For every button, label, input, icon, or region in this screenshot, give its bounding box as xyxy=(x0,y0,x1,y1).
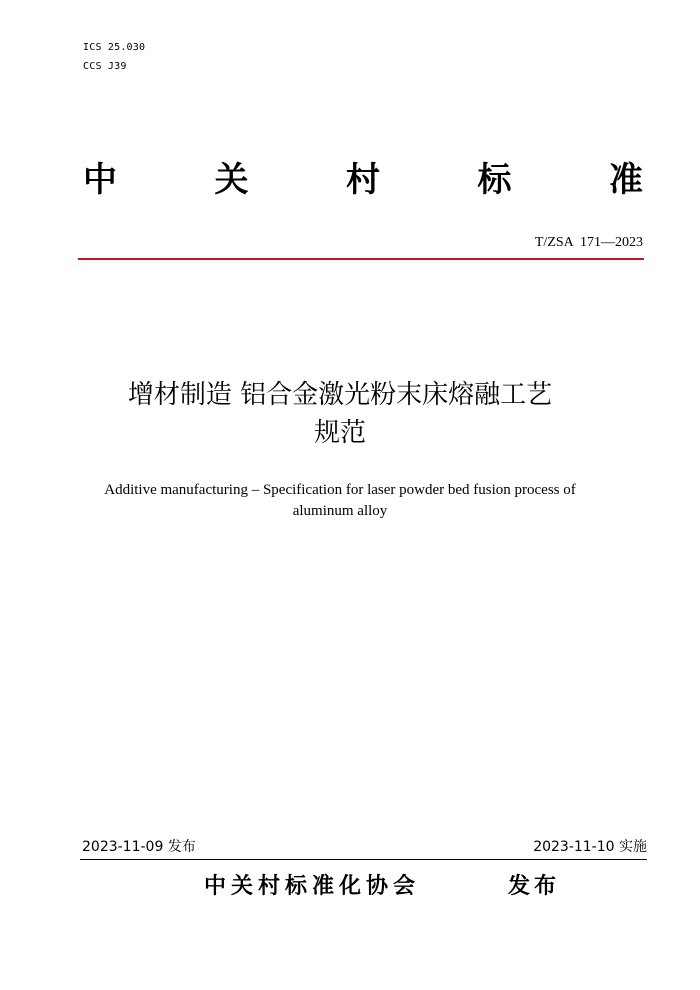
ics-code: ICS 25.030 xyxy=(83,42,146,53)
header-divider xyxy=(78,258,644,260)
issuing-organization: 中关村标准化协会 xyxy=(204,874,421,899)
banner-char: 准 xyxy=(609,160,643,200)
banner-char: 关 xyxy=(214,160,249,200)
ccs-code: CCS J39 xyxy=(83,61,127,72)
footer-divider xyxy=(80,859,647,860)
chinese-title-line: 增材制造 铝合金激光粉末床熔融工艺 xyxy=(127,380,553,410)
chinese-title xyxy=(0,376,690,452)
english-title-line: aluminum alloy xyxy=(292,503,388,519)
standard-type-banner xyxy=(83,158,643,202)
chinese-title-line: 规范 xyxy=(313,418,366,448)
standard-number: T/ZSA 171—2023 xyxy=(534,235,643,250)
banner-char: 标 xyxy=(477,160,512,200)
issued-label: 发布 xyxy=(508,874,561,899)
banner-char: 村 xyxy=(346,160,380,200)
publish-date: 2023-11-09 发布 xyxy=(82,839,196,855)
implement-date: 2023-11-10 实施 xyxy=(533,839,647,855)
english-title xyxy=(0,480,690,522)
date-row xyxy=(80,838,647,858)
english-title-line: Additive manufacturing – Specification for laser powder bed fusion process of xyxy=(104,482,576,498)
banner-char: 中 xyxy=(83,160,117,200)
